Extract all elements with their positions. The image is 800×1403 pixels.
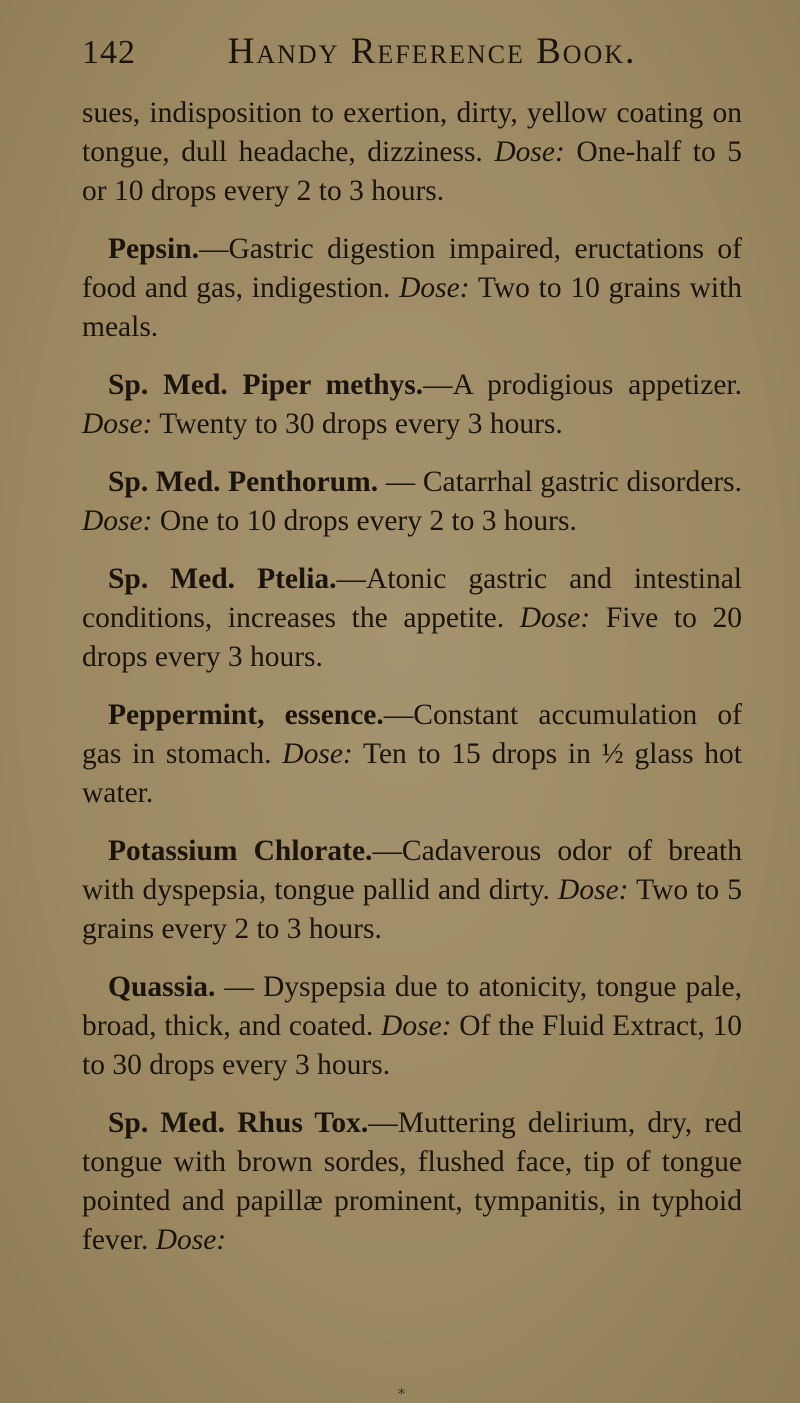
dose-text: Twenty to 30 drops every 3 hours. bbox=[159, 408, 563, 440]
entry-term: Peppermint, essence. bbox=[108, 699, 384, 731]
entry-text: sues, indisposition to exertion, dirty, yellow coating on tongue, dull headache, dizziness. bbox=[82, 97, 742, 168]
dose-text: Of the Fluid Extract, 10 to 30 drops every 3 hours. bbox=[82, 1010, 742, 1081]
entry-term: Potassium Chlorate. bbox=[108, 835, 373, 867]
dose-label: Dose: bbox=[282, 738, 353, 770]
entry-peppermint bbox=[82, 696, 742, 813]
entry-term: Quassia. bbox=[108, 971, 216, 1003]
entry-pepsin bbox=[82, 230, 742, 347]
page-number: 142 bbox=[82, 34, 136, 71]
entry-continuation bbox=[82, 94, 742, 211]
dose-text: Two to 10 grains with meals. bbox=[82, 272, 743, 343]
entry-text: —Atonic gastric and intestinal conditions, increases the appetite. bbox=[82, 563, 742, 634]
dose-label: Dose: bbox=[399, 272, 470, 304]
entry-text: —A prodigious appetizer. bbox=[423, 369, 743, 401]
entry-text: —Muttering delirium, dry, red tongue with brown sordes, flushed face, tip of tongue pointed and papillæ prominent, tympanitis, in typhoid fever. bbox=[82, 1107, 742, 1256]
entry-text: — Dyspepsia due to atonicity, tongue pale, broad, thick, and coated. bbox=[82, 971, 742, 1042]
dose-label: Dose: bbox=[155, 1224, 227, 1256]
entry-text: —Cadaverous odor of breath with dyspepsia, tongue pallid and dirty. bbox=[82, 835, 742, 906]
page-header bbox=[82, 30, 742, 94]
dose-label: Dose: bbox=[82, 408, 153, 440]
entry-quassia bbox=[82, 968, 742, 1085]
dose-label: Dose: bbox=[519, 602, 591, 634]
entry-text: —Constant accumulation of gas in stomach. bbox=[82, 699, 742, 770]
running-title: Handy Reference Book. bbox=[227, 31, 637, 72]
printer-mark: ⁎ bbox=[398, 1383, 405, 1398]
dose-label: Dose: bbox=[381, 1010, 452, 1042]
dose-label: Dose: bbox=[558, 874, 629, 906]
book-page bbox=[82, 30, 742, 1279]
entry-term: Sp. Med. Piper methys. bbox=[108, 369, 424, 401]
dose-label: Dose: bbox=[494, 136, 565, 168]
dose-text: Five to 20 drops every 3 hours. bbox=[82, 602, 742, 673]
entry-rhus-tox bbox=[82, 1104, 742, 1260]
entry-text: —Gastric digestion impaired, eructations of food and gas, indigestion. bbox=[82, 233, 742, 304]
entry-term: Pepsin. bbox=[108, 233, 199, 265]
entry-term: Sp. Med. Rhus Tox. bbox=[108, 1107, 369, 1139]
dose-label: Dose: bbox=[82, 505, 153, 537]
dose-text: One to 10 drops every 2 to 3 hours. bbox=[159, 505, 577, 537]
entry-ptelia bbox=[82, 560, 742, 677]
entry-piper-methys bbox=[82, 366, 742, 444]
dose-text: Two to 5 grains every 2 to 3 hours. bbox=[82, 874, 742, 945]
entry-potassium-chlorate bbox=[82, 832, 742, 949]
entry-term: Sp. Med. Penthorum. bbox=[108, 466, 379, 498]
dose-text: Ten to 15 drops in ½ glass hot water. bbox=[82, 738, 742, 809]
entry-text: — Catarrhal gastric disorders. bbox=[378, 466, 743, 498]
entry-term: Sp. Med. Ptelia. bbox=[108, 563, 337, 595]
dose-text: One-half to 5 or 10 drops every 2 to 3 hours. bbox=[82, 136, 743, 207]
entry-penthorum bbox=[82, 463, 742, 541]
